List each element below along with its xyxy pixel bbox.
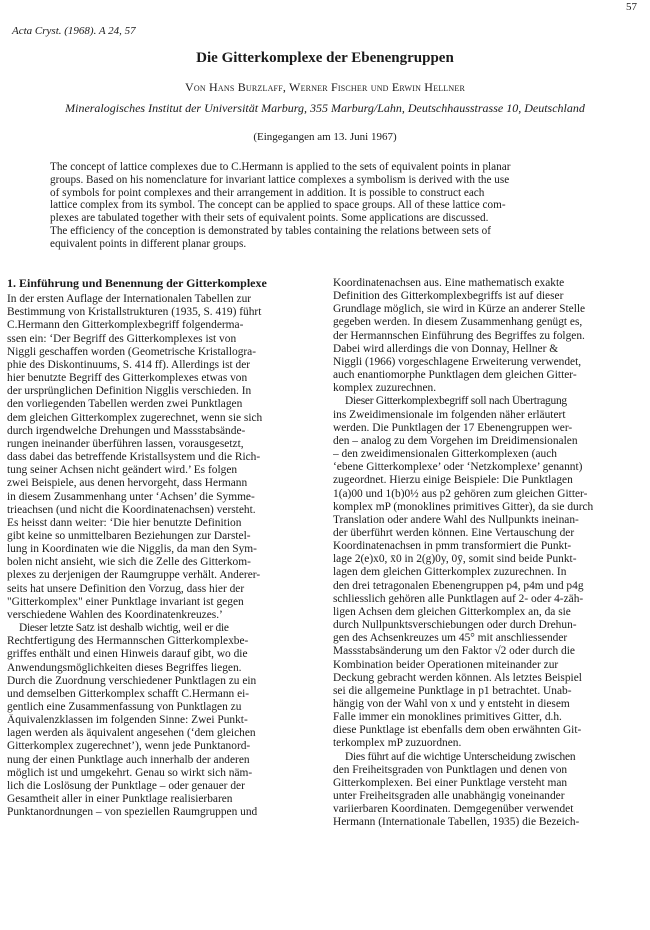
- text-line: Dieser letzte Satz ist deshalb wichtig, weil er die: [19, 622, 229, 635]
- text-line: dem gleichen Gitterkomplex zugerechnet, wenn sie sich: [7, 411, 263, 424]
- text-line: gen des Achsenkreuzes um 45° mit anschliessender: [333, 632, 568, 645]
- text-line: hier benutzte Begriff des Gitterkomplexes etwas von: [7, 372, 248, 385]
- text-line: C.Hermann den Gitterkomplexbegriff folgenderma-: [7, 319, 244, 332]
- text-line: den Freiheitsgraden von Punktlagen und denen von: [333, 763, 568, 776]
- right-paragraph-1: [333, 277, 643, 395]
- section-heading: 1. Einführung und Benennung der Gitterkomplexe: [7, 276, 267, 290]
- text-line: und demselben Gitterkomplex schafft C.Hermann ei-: [7, 687, 250, 700]
- left-paragraph-1: [7, 293, 317, 622]
- text-line: gegeben werden. In diesem Zusammenhang genügt es,: [333, 316, 583, 329]
- article-title: Die Gitterkomplexe der Ebenengruppen: [196, 50, 454, 66]
- text-line: In der ersten Auflage der Internationalen Tabellen zur: [7, 293, 252, 306]
- text-line: Falle immer ein monoklines primitives Gitter, d.h.: [333, 711, 562, 724]
- text-line: lagen dem gleichen Gitterkomplex zuzurechnen. In: [333, 566, 567, 579]
- text-line: Niggli (1966) vorgeschlagene Erweiterung verwendet,: [333, 355, 582, 368]
- text-line: Äquivalenzklassen im folgenden Sinne: Zwei Punkt-: [7, 714, 248, 727]
- abstract-line: plexes are tabulated together with their sets of equivalent points. Some applications are discussed.: [50, 212, 489, 224]
- text-line: ligen Achsen dem gleichen Gitterkomplex an, da sie: [333, 605, 571, 618]
- text-line: verschiedene Wahlen des Koordinatenkreuzes.’: [7, 608, 223, 621]
- text-line: komplex mP (monoklines primitives Gitter), da sie durch: [333, 500, 594, 513]
- text-line: lung in Koordinaten wie die Nigglis, da man den Sym-: [7, 543, 257, 556]
- text-line: Definition des Gitterkomplexbegriffs ist auf dieser: [333, 290, 564, 303]
- text-line: komplex zuzurechnen.: [333, 382, 437, 395]
- text-line: Dabei wird allerdings die von Donnay, Hellner &: [333, 342, 559, 355]
- text-line: den drei tetragonalen Ebenengruppen p4, p4m und p4g: [333, 579, 584, 592]
- text-line: durch irgendwelche Drehungen und Massstabsände-: [7, 424, 246, 437]
- text-line: lage 2(e)x0, x̄0 in 2(g)0y, 0ȳ, somit sind beide Punkt-: [333, 553, 577, 566]
- text-line: seits hat unsere Definition den Vorzug, dass hier der: [7, 582, 245, 595]
- text-line: Grundlage möglich, sie wird in Kürze an anderer Stelle: [333, 303, 586, 316]
- abstract-line: lattice complex from its symbol. The concept can be applied to space groups. All of these lattice com-: [50, 199, 506, 212]
- abstract-line: of symbols for point complexes and their arrangement in addition. It is possible to construct each: [50, 186, 485, 199]
- text-line: Bestimmung von Kristallstrukturen (1935, S. 419) führt: [7, 306, 262, 319]
- text-line: terkomplex mP zuzuordnen.: [333, 737, 462, 750]
- text-line: "Gitterkomplex" einer Punktlage invariant ist gegen: [7, 595, 244, 608]
- left-column: [7, 277, 317, 819]
- text-line: variierbaren Koordinaten. Demgegenüber verwendet: [333, 803, 574, 816]
- text-line: möglich ist und umgekehrt. Genau so wirkt sich näm-: [7, 766, 253, 779]
- text-line: auch enantiomorphe Punktlagen dem gleichen Gitter-: [333, 369, 577, 382]
- text-line: lich die Loslösung der Punktlage – oder genauer der: [7, 779, 245, 792]
- text-line: den vorliegenden Tabellen werden zwei Punktlagen: [7, 398, 243, 411]
- text-line: der Hermannschen Einführung des Begriffes zu folgen.: [333, 329, 585, 342]
- text-line: Anwendungsmöglichkeiten dieses Begriffes liegen.: [7, 661, 242, 674]
- text-line: durch Nullpunktsverschiebungen oder durch Drehun-: [333, 619, 577, 632]
- text-line: dass dabei das betreffende Kristallsystem und die Rich-: [7, 451, 261, 464]
- text-line: Rechtfertigung des Hermannschen Gitterkomplexbe-: [7, 635, 249, 648]
- text-line: werden. Die Punktlagen der 17 Ebenengruppen wer-: [333, 421, 573, 434]
- abstract: [50, 161, 600, 250]
- author-list: Von Hans Burzlaff, Werner Fischer und Erwin Hellner: [185, 80, 465, 94]
- text-line: Gitterkomplexen. Bei einer Punktlage versteht man: [333, 776, 568, 789]
- abstract-line: The concept of lattice complexes due to C.Hermann is applied to the sets of equivalent points in planar: [50, 161, 511, 173]
- text-line: Dies führt auf die wichtige Unterscheidung zwischen: [345, 750, 576, 763]
- text-line: Kombination beider Operationen miteinander zur: [333, 658, 559, 671]
- abstract-line: The efficiency of the conception is demonstrated by tables containing the relations between sets of: [50, 224, 491, 237]
- text-line: in diesem Zusammenhang unter ‘Achsen’ die Symme-: [7, 490, 255, 503]
- text-line: Dieser Gitterkomplexbegriff soll nach Übertragung: [345, 395, 567, 408]
- text-line: den – analog zu dem Vorgehen im Dreidimensionalen: [333, 434, 578, 447]
- text-line: Punktanordnungen – von speziellen Raumgruppen und: [7, 806, 258, 819]
- text-line: ‘ebene Gitterkomplexe’ oder ‘Netzkomplexe’ genannt): [333, 461, 583, 474]
- right-paragraph-3: [333, 751, 643, 830]
- text-line: zwei Beispiele, aus denen hervorgeht, dass Hermann: [7, 477, 248, 490]
- text-line: – den zweidimensionalen Gitterkomplexen (auch: [333, 448, 557, 461]
- text-line: trieachsen (und nicht die Koordinatenachsen) versteht.: [7, 503, 256, 516]
- right-column: [333, 277, 643, 830]
- text-line: griffes enthält und einen Hinweis darauf gibt, wo die: [7, 648, 248, 661]
- text-line: sei die allgemeine Punktlage in p1 betrachtet. Unab-: [333, 684, 572, 697]
- text-line: Gitterkomplex zugerechnet’), wenn jede Punktanord-: [7, 740, 251, 753]
- text-line: diese Punktlage ist ebenfalls dem oben erwähnten Git-: [333, 724, 582, 737]
- text-line: phie des Diskontinuums, S. 414 ff). Allerdings ist der: [7, 358, 251, 371]
- text-line: Translation oder andere Wahl des Nullpunkts ineinan-: [333, 513, 579, 526]
- abstract-line: groups. Based on his nomenclature for invariant lattice complexes a symbolism is derived with the use: [50, 173, 510, 186]
- text-line: Koordinatenachsen in pmm transformiert die Punkt-: [333, 540, 572, 553]
- text-line: gentlich eine Zusammenfassung von Punktlagen zu: [7, 701, 242, 713]
- text-line: Koordinatenachsen aus. Eine mathematisch exakte: [333, 277, 565, 289]
- text-line: Gesamtheit aller in einer Punktlage realisierbaren: [7, 793, 233, 806]
- text-line: bolen nicht ansieht, wie sich die Zelle des Gitterkom-: [7, 556, 251, 569]
- text-line: zugeordnet. Hierzu einige Beispiele: Die Punktlagen: [333, 474, 573, 487]
- text-line: nung der einen Punktlage auch innerhalb der anderen: [7, 753, 250, 766]
- text-line: Massstabsänderung um den Faktor √2 oder durch die: [333, 645, 575, 658]
- text-line: gibt keine so unmittelbaren Beziehungen zur Darstel-: [7, 529, 251, 542]
- text-line: Hermann (Internationale Tabellen, 1935) die Bezeich-: [333, 816, 580, 829]
- right-paragraph-2: [333, 395, 643, 750]
- left-paragraph-2: [7, 622, 317, 819]
- received-date: (Eingegangen am 13. Juni 1967): [253, 131, 397, 143]
- text-line: Es heisst dann weiter: ‘Die hier benutzte Definition: [7, 516, 242, 529]
- text-line: rungen ineinander überführen lassen, vorausgesetzt,: [7, 437, 244, 450]
- journal-citation: Acta Cryst. (1968). A 24, 57: [12, 25, 136, 37]
- text-line: der überführt werden können. Eine Vertauschung der: [333, 526, 575, 539]
- text-line: ins Zweidimensionale im folgenden näher erläutert: [333, 408, 566, 421]
- text-line: unter Freiheitsgraden alle unabhängig voneinander: [333, 790, 565, 803]
- text-line: plexes zu derjenigen der Raumgruppe verhält. Anderer-: [7, 569, 261, 582]
- text-line: Deckung gebracht werden können. Als letztes Beispiel: [333, 671, 582, 684]
- text-line: tung seiner Achsen nicht geändert wird.’ Es folgen: [7, 464, 238, 477]
- page-number: 57: [626, 1, 637, 13]
- text-line: ssen ein: ‘Der Begriff des Gitterkomplexes ist von: [7, 332, 237, 345]
- text-line: hängig von der Wahl von x und y entsteht in diesem: [333, 698, 570, 710]
- text-line: Durch die Zuordnung verschiedener Punktlagen zu ein: [7, 674, 257, 687]
- text-line: der ursprünglichen Definition Nigglis verschieden. In: [7, 385, 252, 398]
- text-line: 1(a)00 und 1(b)0½ aus p2 gehören zum gleichen Gitter-: [333, 487, 588, 500]
- text-line: lagen werden als äquivalent angesehen (‘dem gleichen: [7, 727, 256, 740]
- text-line: schliesslich gehören alle Punktlagen auf 2- oder 4-zäh-: [333, 592, 584, 605]
- abstract-line: equivalent points in different planar groups.: [50, 237, 247, 250]
- affiliation: Mineralogisches Institut der Universität Marburg, 355 Marburg/Lahn, Deutschhausstrasse 10, Deutschland: [65, 101, 585, 115]
- text-line: Niggli geschaffen worden (Geometrische Kristallogra-: [7, 345, 257, 358]
